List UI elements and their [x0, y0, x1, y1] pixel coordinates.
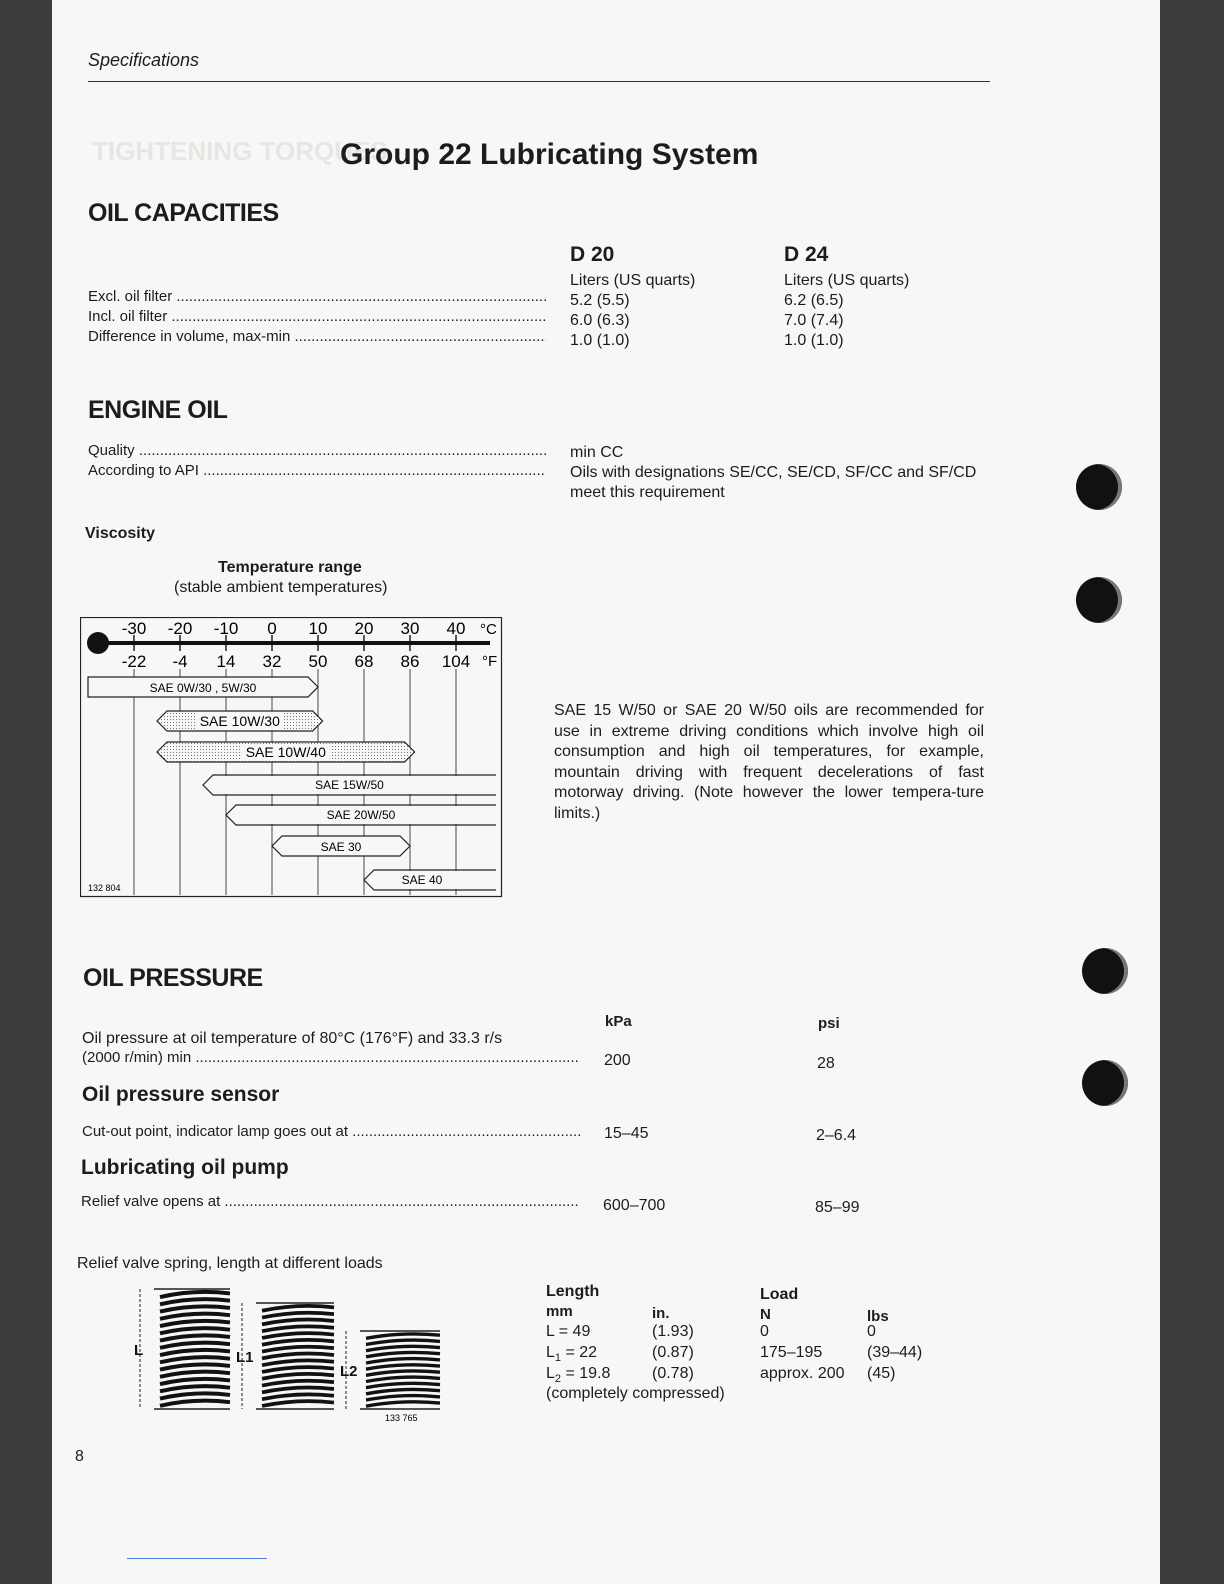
grade-label: SAE 10W/30	[199, 713, 280, 729]
spring-illustration	[132, 1285, 452, 1427]
spring-coil	[262, 1320, 334, 1325]
viscosity-note: SAE 15 W/50 or SAE 20 W/50 oils are recommended for use in extreme driving conditions which involve high oil consumption and high oil temperatures, for example, mountain driving with frequent decelerations of fast motorway driving. (Note however the lower tempera-ture limits.)	[554, 702, 984, 822]
celsius-tick-label: 30	[400, 619, 420, 638]
sensor-label: Cut-out point, indicator lamp goes out at .....	[82, 1123, 580, 1140]
spring-coil	[366, 1340, 440, 1344]
celsius-tick-label: 0	[267, 619, 277, 638]
api-value: Oils with designations SE/CC, SE/CD, SF/CC and SF/CD	[570, 464, 977, 481]
spring-coil	[160, 1364, 230, 1369]
spring-coil	[262, 1394, 334, 1399]
mm-column-header: mm	[546, 1303, 573, 1320]
d20-model: D 20	[570, 243, 615, 266]
fahrenheit-unit: °F	[482, 653, 498, 670]
spring-load-lbs: (45)	[867, 1365, 896, 1382]
spring-coil	[366, 1371, 440, 1375]
lubricating-oil-pump-heading: Lubricating oil pump	[81, 1156, 289, 1179]
spring-length-in: (0.87)	[652, 1344, 694, 1361]
spring-coil	[160, 1335, 230, 1340]
fahrenheit-tick-label: -22	[121, 652, 147, 671]
spring-figure-number: 133 765	[385, 1413, 418, 1423]
punch-hole	[1076, 577, 1122, 623]
oil-capacities-heading: OIL CAPACITIES	[88, 199, 279, 227]
spring-coil	[160, 1386, 230, 1391]
temperature-range-subtitle: (stable ambient temperatures)	[174, 579, 388, 596]
grade-label: SAE 15W/50	[315, 778, 384, 792]
spring-coil	[160, 1357, 230, 1362]
fahrenheit-tick-label: 50	[308, 652, 328, 671]
spring-coil	[366, 1334, 440, 1338]
spring-coil	[160, 1328, 230, 1333]
oil-pressure-label-continued: (2000 r/min) min .....	[82, 1049, 580, 1066]
grade-label: SAE 40	[401, 873, 443, 887]
spring-coil	[262, 1360, 334, 1365]
spring-coil	[262, 1374, 334, 1379]
spring-coil	[366, 1352, 440, 1356]
punch-hole	[1082, 948, 1128, 994]
relief-valve-kpa: 600–700	[603, 1197, 666, 1214]
quality-label: Quality .....	[88, 442, 546, 459]
spring-length-label: L1	[236, 1349, 254, 1366]
spring-coil	[366, 1365, 440, 1369]
kpa-unit: kPa	[605, 1013, 632, 1030]
capacity-row-label: Excl. oil filter .....	[88, 288, 546, 305]
capacity-d24-value: 1.0 (1.0)	[784, 332, 844, 349]
spring-coil	[262, 1388, 334, 1393]
relief-valve-label: Relief valve opens at .....	[81, 1193, 580, 1210]
api-value-continued: meet this requirement	[570, 484, 725, 501]
sensor-psi: 2–6.4	[816, 1127, 857, 1144]
grade-label: SAE 20W/50	[326, 808, 396, 822]
temperature-range-title: Temperature range	[218, 559, 362, 576]
scale-bar-end	[87, 632, 109, 654]
spring-load-n: 175–195	[760, 1344, 823, 1361]
quality-value: min CC	[570, 444, 624, 461]
spring-coil	[160, 1306, 230, 1311]
viscosity-chart	[80, 617, 504, 899]
chart-figure-number: 132 804	[88, 883, 121, 893]
spring-coil	[160, 1343, 230, 1348]
spring-label: Relief valve spring, length at different loads	[77, 1255, 383, 1272]
spring-load-lbs: 0	[867, 1323, 876, 1340]
spring-coil	[366, 1346, 440, 1350]
spring-coil	[366, 1396, 440, 1400]
spring-coil	[262, 1367, 334, 1372]
spring-coil	[262, 1340, 334, 1345]
header-section: Specifications	[88, 50, 200, 70]
lbs-column-header: lbs	[867, 1308, 889, 1325]
spring-length-label: L	[134, 1342, 144, 1359]
header-rule	[88, 81, 990, 82]
spring-coil	[262, 1313, 334, 1318]
spring-length-in: (1.93)	[652, 1323, 694, 1340]
fahrenheit-tick-label: -4	[172, 652, 188, 671]
fahrenheit-tick-label: 14	[216, 652, 236, 671]
celsius-tick-label: 20	[354, 619, 374, 638]
spring-coil	[262, 1381, 334, 1386]
oil-pressure-kpa: 200	[604, 1052, 631, 1069]
d20-unit: Liters (US quarts)	[570, 272, 696, 289]
celsius-tick-label: 40	[446, 619, 466, 638]
spring-coil	[160, 1393, 230, 1398]
fahrenheit-tick-label: 68	[354, 652, 374, 671]
spring-coil	[366, 1383, 440, 1387]
page-number: 8	[75, 1448, 84, 1465]
link-underline	[127, 1558, 267, 1559]
relief-valve-psi: 85–99	[815, 1199, 860, 1216]
spring-coil	[366, 1402, 440, 1406]
spring-coil	[262, 1326, 334, 1331]
spring-coil	[160, 1401, 230, 1406]
fahrenheit-tick-label: 104	[441, 652, 471, 671]
celsius-tick-label: 10	[308, 619, 328, 638]
spring-coil	[160, 1379, 230, 1384]
capacity-d20-value: 1.0 (1.0)	[570, 332, 630, 349]
oil-pressure-heading: OIL PRESSURE	[83, 964, 263, 992]
length-title: Length	[546, 1283, 600, 1300]
viscosity-label: Viscosity	[85, 525, 155, 542]
spring-coil	[160, 1321, 230, 1326]
spring-coil	[366, 1377, 440, 1381]
celsius-tick-label: -30	[121, 619, 147, 638]
load-title: Load	[760, 1286, 799, 1303]
oil-pressure-label: Oil pressure at oil temperature of 80°C (176°F) and 33.3 r/s	[82, 1030, 503, 1047]
d24-model: D 24	[784, 243, 829, 266]
spring-coil	[160, 1350, 230, 1355]
spring-load-lbs: (39–44)	[867, 1344, 923, 1361]
capacity-row-label: Difference in volume, max-min .....	[88, 328, 546, 345]
in-column-header: in.	[652, 1305, 670, 1322]
spring-coil	[262, 1347, 334, 1352]
spring-load-n: 0	[760, 1323, 769, 1340]
capacity-d24-value: 7.0 (7.4)	[784, 312, 844, 329]
spring-coil	[262, 1354, 334, 1359]
celsius-tick-label: -20	[167, 619, 193, 638]
n-column-header: N	[760, 1306, 771, 1323]
spring-coil	[262, 1333, 334, 1338]
manual-page	[52, 0, 1160, 1584]
spring-length-mm: L = 49	[546, 1323, 591, 1340]
capacity-d20-value: 6.0 (6.3)	[570, 312, 630, 329]
spring-length-mm: $L_2 = 19.8$	[546, 1365, 611, 1386]
spring-coil	[366, 1359, 440, 1363]
spring-coil	[262, 1401, 334, 1406]
spring-coil	[160, 1372, 230, 1377]
capacity-row-label: Incl. oil filter .....	[88, 308, 546, 325]
grade-label: SAE 10W/40	[245, 744, 326, 760]
page-title: Group 22 Lubricating System	[340, 138, 759, 171]
spring-length-mm: $L_1 = 22$	[546, 1344, 598, 1365]
compressed-footnote: (completely compressed)	[546, 1385, 725, 1402]
spring-coil	[262, 1306, 334, 1311]
spring-length-label: L2	[340, 1363, 358, 1380]
spring-length-in: (0.78)	[652, 1365, 694, 1382]
spring-coil	[160, 1299, 230, 1304]
engine-oil-heading: ENGINE OIL	[88, 396, 228, 424]
punch-hole	[1082, 1060, 1128, 1106]
api-label: According to API .....	[88, 462, 546, 479]
spring-coil	[366, 1389, 440, 1393]
grade-label: SAE 30	[320, 840, 362, 854]
oil-pressure-psi: 28	[817, 1055, 835, 1072]
fahrenheit-tick-label: 86	[400, 652, 420, 671]
spring-coil	[160, 1314, 230, 1319]
fahrenheit-tick-label: 32	[262, 652, 282, 671]
celsius-tick-label: -10	[213, 619, 239, 638]
capacity-d24-value: 6.2 (6.5)	[784, 292, 844, 309]
d24-unit: Liters (US quarts)	[784, 272, 910, 289]
celsius-unit: °C	[480, 621, 497, 638]
show-through-text: TIGHTENING TORQUES	[92, 136, 388, 166]
oil-pressure-sensor-heading: Oil pressure sensor	[82, 1083, 280, 1106]
spring-coil	[160, 1292, 230, 1297]
grade-label: SAE 0W/30 , 5W/30	[149, 681, 257, 695]
sensor-kpa: 15–45	[604, 1125, 649, 1142]
capacity-d20-value: 5.2 (5.5)	[570, 292, 630, 309]
punch-hole	[1076, 464, 1122, 510]
psi-unit: psi	[818, 1015, 840, 1032]
spring-load-n: approx. 200	[760, 1365, 845, 1382]
